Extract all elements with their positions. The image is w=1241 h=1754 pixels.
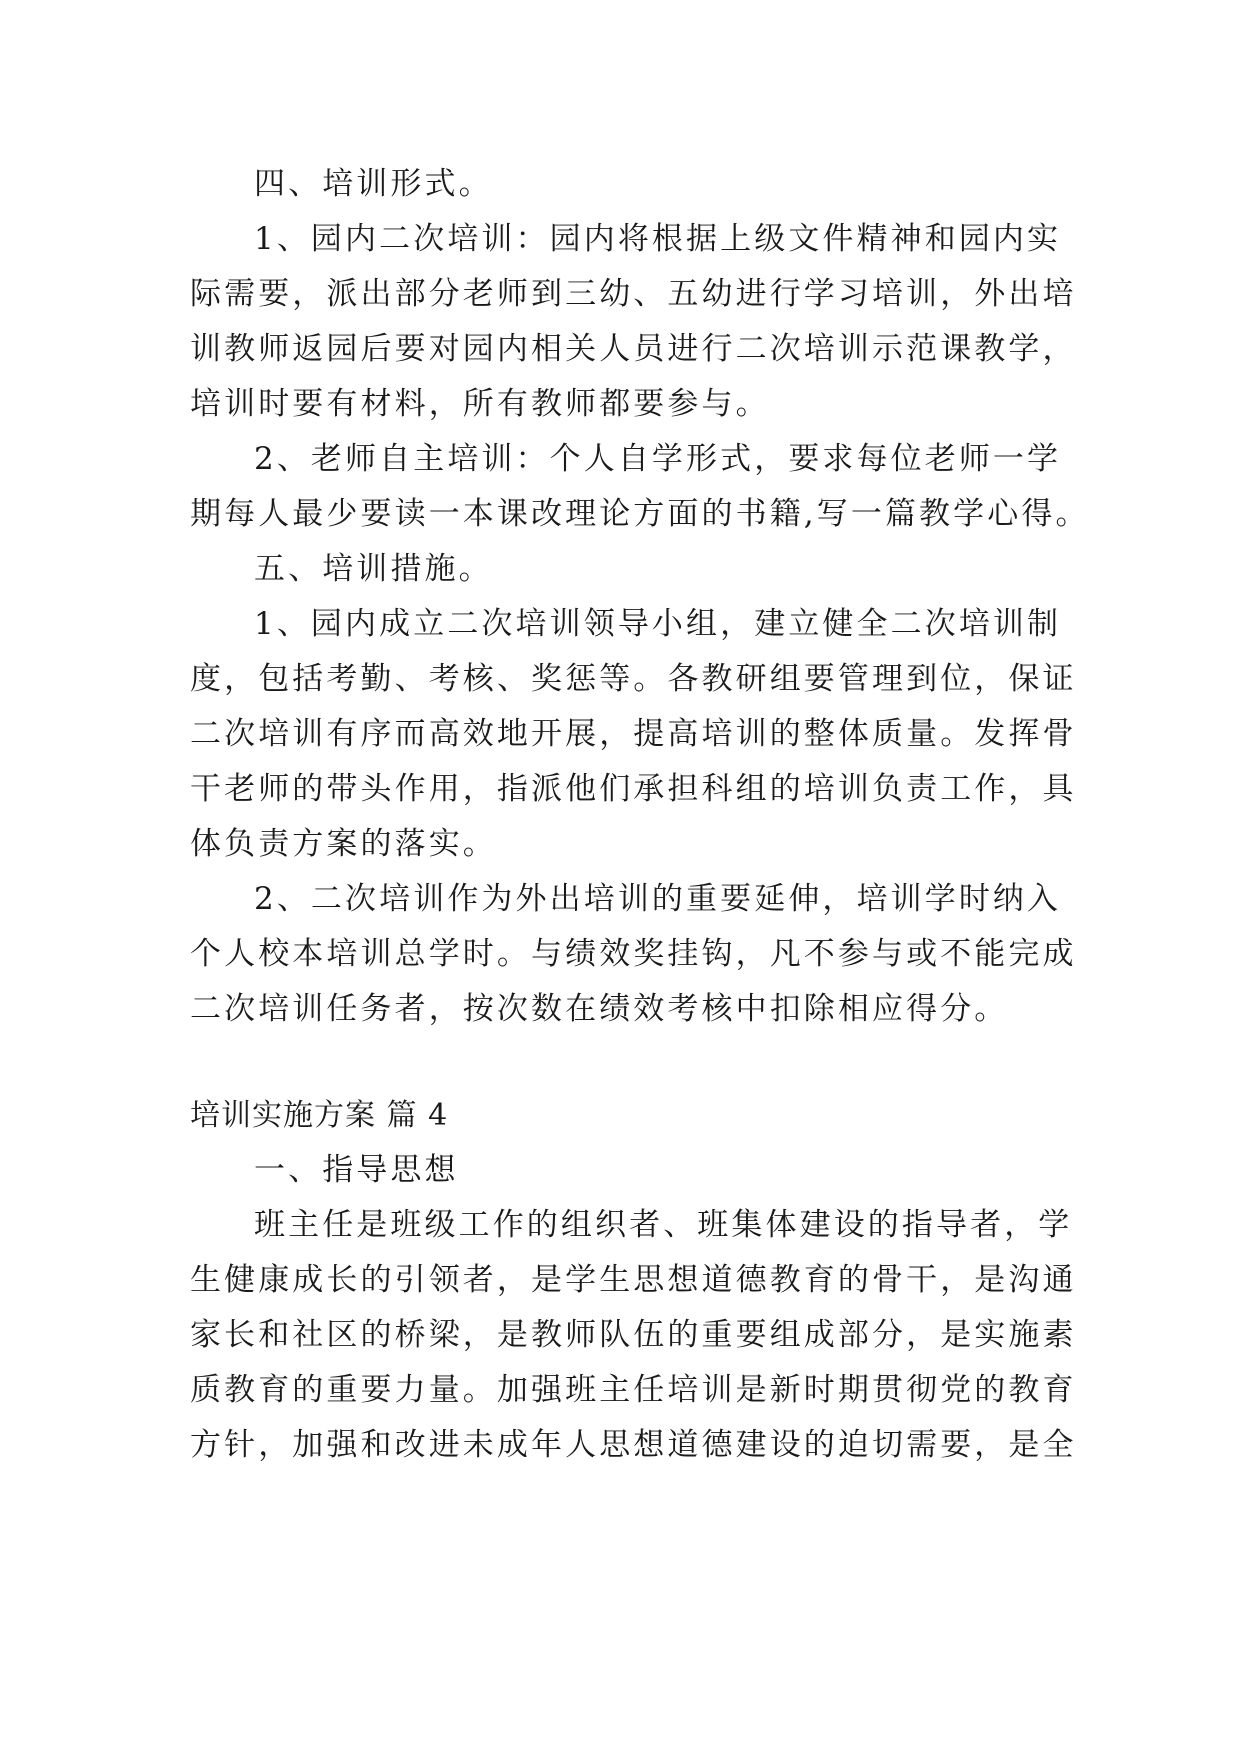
paragraph bbox=[190, 212, 1077, 432]
paragraph bbox=[190, 872, 1077, 1037]
text-line: 个人校本培训总学时。与绩效奖挂钩，凡不参与或不能完成 bbox=[190, 936, 1077, 972]
text-line: 二次培训任务者，按次数在绩效考核中扣除相应得分。 bbox=[190, 991, 1009, 1027]
text-line: 期每人最少要读一本课改理论方面的书籍,写一篇教学心得。 bbox=[190, 496, 1090, 532]
text-line: 1、园内成立二次培训领导小组，建立健全二次培训制 bbox=[254, 606, 1062, 642]
text-line: 家长和社区的桥梁，是教师队伍的重要组成部分，是实施素 bbox=[190, 1317, 1077, 1353]
text-line: 2、二次培训作为外出培训的重要延伸，培训学时纳入 bbox=[254, 881, 1062, 917]
text-line: 1、园内二次培训：园内将根据上级文件精神和园内实 bbox=[254, 221, 1062, 257]
text-line: 培训时要有材料，所有教师都要参与。 bbox=[190, 386, 770, 422]
paragraph bbox=[190, 1198, 1077, 1473]
text-line: 二次培训有序而高效地开展，提高培训的整体质量。发挥骨 bbox=[190, 716, 1077, 752]
paragraph bbox=[190, 597, 1077, 872]
paragraph bbox=[190, 432, 1090, 542]
document-part-title: 培训实施方案 篇 4 bbox=[190, 1098, 449, 1133]
section-gap bbox=[190, 1037, 1050, 1088]
text-line: 生健康成长的引领者，是学生思想道德教育的骨干，是沟通 bbox=[190, 1262, 1077, 1298]
text-line: 干老师的带头作用，指派他们承担科组的培训负责工作，具 bbox=[190, 771, 1077, 807]
text-line: 体负责方案的落实。 bbox=[190, 826, 497, 862]
document-body bbox=[190, 157, 1090, 1473]
text-line: 班主任是班级工作的组织者、班集体建设的指导者，学 bbox=[254, 1207, 1073, 1243]
section-heading: 一、指导思想 bbox=[254, 1152, 459, 1188]
section-heading: 四、培训形式。 bbox=[254, 166, 493, 202]
text-line: 质教育的重要力量。加强班主任培训是新时期贯彻党的教育 bbox=[190, 1372, 1077, 1408]
text-line: 度，包括考勤、考核、奖惩等。各教研组要管理到位，保证 bbox=[190, 661, 1077, 697]
text-line: 训教师返园后要对园内相关人员进行二次培训示范课教学， bbox=[190, 331, 1077, 367]
section-heading: 五、培训措施。 bbox=[254, 551, 493, 587]
text-line: 方针，加强和改进未成年人思想道德建设的迫切需要，是全 bbox=[190, 1427, 1077, 1463]
text-line: 际需要，派出部分老师到三幼、五幼进行学习培训，外出培 bbox=[190, 276, 1077, 312]
text-line: 2、老师自主培训：个人自学形式，要求每位老师一学 bbox=[254, 441, 1062, 477]
